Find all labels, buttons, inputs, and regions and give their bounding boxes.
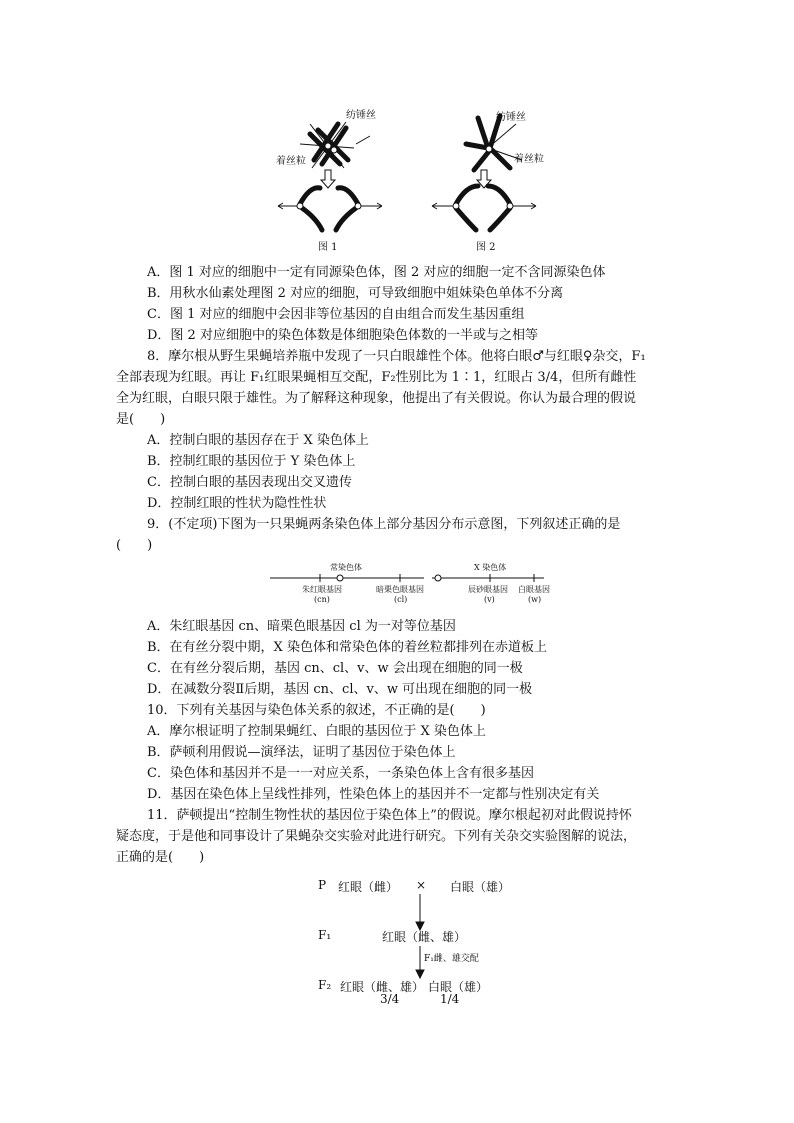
f1-offspring: 红眼（雌、雄） xyxy=(382,930,467,944)
f2-white: 白眼（雄） xyxy=(428,980,489,994)
q10-option-d: D．基因在染色体上呈线性排列，性染色体上的基因并不一定都与性别决定有关 xyxy=(147,787,600,802)
label-centromere-2: 着丝粒 xyxy=(514,154,544,165)
f2-red-ratio: 3/4 xyxy=(380,992,400,1006)
p-label: P xyxy=(318,878,327,892)
q8-option-c: C．控制白眼的基因表现出交叉遗传 xyxy=(147,475,352,490)
caption-fig2: 图 2 xyxy=(476,242,496,253)
gene-w-label: 白眼基因 xyxy=(518,585,550,594)
gene-map-figure xyxy=(268,560,548,608)
cross-symbol: × xyxy=(416,878,427,892)
q8-option-a: A．控制白眼的基因存在于 X 染色体上 xyxy=(147,433,369,448)
caption-fig1: 图 1 xyxy=(318,242,338,253)
label-spindle-1: 纺锤丝 xyxy=(346,110,376,121)
f2-white-ratio: 1/4 xyxy=(440,992,460,1006)
chromosome-diagram xyxy=(270,104,560,254)
label-autosome: 常染色体 xyxy=(330,563,362,572)
q10-option-c: C．染色体和基因并不是一一对应关系，一条染色体上含有很多基因 xyxy=(147,766,534,781)
q8-stem-3: 全为红眼，白眼只限于雄性。为了解释这种现象，他提出了有关假说。你认为最合理的假说 xyxy=(116,391,637,406)
q9-stem-2: ( ) xyxy=(116,538,153,553)
gene-cn-label: 朱红眼基因 xyxy=(302,585,342,594)
q8-option-d: D．控制红眼的性状为隐性性状 xyxy=(147,496,327,511)
f1-mating-note: F₁雌、雄交配 xyxy=(424,954,479,964)
f2-label: F₂ xyxy=(318,978,332,992)
gene-cl-label: 暗栗色眼基因 xyxy=(376,585,424,594)
q8-stem-4: 是( ) xyxy=(116,412,166,427)
q7-option-b: B．用秋水仙素处理图 2 对应的细胞，可导致细胞中姐妹染色单体不分离 xyxy=(147,286,564,301)
q8-stem-2: 全部表现为红眼。再让 F₁红眼果蝇相互交配，F₂性别比为 1∶1，红眼占 3/4，但所有雌性 xyxy=(116,370,637,385)
q7-option-a: A．图 1 对应的细胞中一定有同源染色体，图 2 对应的细胞一定不含同源染色体 xyxy=(147,265,606,280)
q10-option-b: B．萨顿利用假说—演绎法，证明了基因位于染色体上 xyxy=(147,745,456,760)
q8-stem-1: 8．摩尔根从野生果蝇培养瓶中发现了一只白眼雄性个体。他将白眼♂与红眼♀杂交，F₁ xyxy=(147,349,646,364)
f2-red: 红眼（雌、雄） xyxy=(340,980,425,994)
q11-stem-1: 11．萨顿提出“控制生物性状的基因位于染色体上”的假说。摩尔根起初对此假说持怀 xyxy=(147,808,632,823)
q8-option-b: B．控制红眼的基因位于 Y 染色体上 xyxy=(147,454,356,469)
gene-v-symbol: (v) xyxy=(484,595,495,604)
f1-label: F₁ xyxy=(318,928,332,942)
gene-cn-symbol: (cn) xyxy=(314,595,330,604)
gene-v-label: 辰砂眼基因 xyxy=(468,585,508,594)
q9-option-a: A．朱红眼基因 cn、暗栗色眼基因 cl 为一对等位基因 xyxy=(147,619,456,634)
q10-stem: 10．下列有关基因与染色体关系的叙述，不正确的是( ) xyxy=(147,703,486,718)
label-x-chromosome: X 染色体 xyxy=(474,563,507,572)
cross-diagram xyxy=(310,872,510,1002)
gene-cl-symbol: (cl) xyxy=(394,595,408,604)
q11-stem-3: 正确的是( ) xyxy=(116,850,205,865)
label-spindle-2: 纺锤丝 xyxy=(496,112,526,123)
label-centromere-1: 着丝粒 xyxy=(276,156,306,167)
q9-option-d: D．在减数分裂Ⅱ后期，基因 cn、cl、v、w 可出现在细胞的同一极 xyxy=(147,682,533,697)
p-male: 白眼（雄） xyxy=(450,880,511,894)
q9-option-c: C．在有丝分裂后期，基因 cn、cl、v、w 会出现在细胞的同一极 xyxy=(147,661,523,676)
p-female: 红眼（雌） xyxy=(338,880,399,894)
q11-stem-2: 疑态度，于是他和同事设计了果蝇杂交实验对此进行研究。下列有关杂交实验图解的说法， xyxy=(116,829,637,844)
gene-w-symbol: (w) xyxy=(528,595,542,604)
mitosis-figure xyxy=(270,104,560,254)
q9-stem-1: 9．(不定项)下图为一只果蝇两条染色体上部分基因分布示意图，下列叙述正确的是 xyxy=(147,517,621,532)
q7-option-d: D．图 2 对应细胞中的染色体数是体细胞染色体数的一半或与之相等 xyxy=(147,328,538,343)
q7-option-c: C．图 1 对应的细胞中会因非等位基因的自由组合而发生基因重组 xyxy=(147,307,525,322)
q10-option-a: A．摩尔根证明了控制果蝇红、白眼的基因位于 X 染色体上 xyxy=(147,724,486,739)
q9-option-b: B．在有丝分裂中期，X 染色体和常染色体的着丝粒都排列在赤道板上 xyxy=(147,640,547,655)
